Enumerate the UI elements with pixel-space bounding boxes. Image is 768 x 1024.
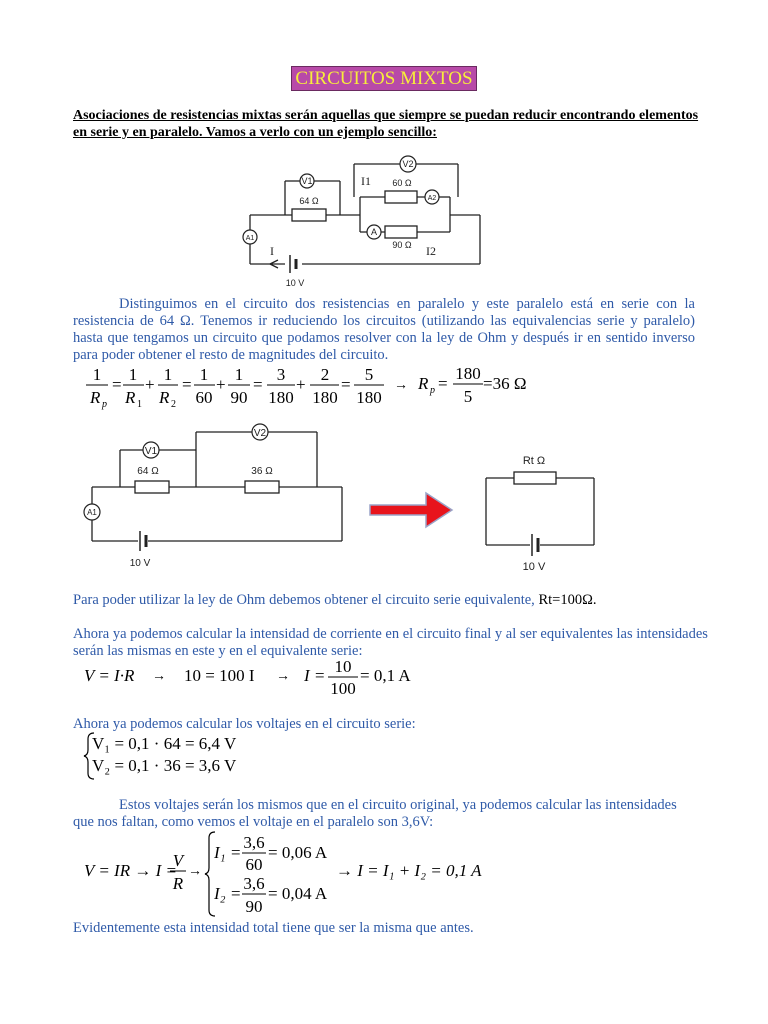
svg-text:1: 1 — [199, 365, 209, 384]
v2-label: V2 — [402, 159, 414, 169]
svg-text:1: 1 — [137, 399, 142, 410]
intro-paragraph: Asociaciones de resistencias mixtas serán aquellas que siempre se puedan reducir encontrando elementos en serie y en paralelo. Vamos a verlo con un ejemplo sencillo: — [73, 108, 699, 140]
equation-parallel-resistance — [80, 362, 550, 410]
paragraph-parallel-currents — [73, 797, 695, 831]
svg-text:2: 2 — [320, 365, 330, 384]
equation-ohm-current — [80, 656, 440, 698]
page-title — [0, 68, 768, 90]
i-label: I — [270, 244, 274, 258]
svg-text:R: R — [172, 874, 184, 893]
circuit-diagram-series — [80, 420, 350, 570]
svg-text:180: 180 — [268, 388, 294, 407]
rt-value: Rt=100Ω. — [538, 592, 597, 608]
r36-label: 36 Ω — [251, 466, 273, 477]
svg-text:60: 60 — [245, 855, 263, 874]
voltage-v1-line: V₁ = 0,1 · 64 = 6,4 V — [92, 734, 237, 753]
battery-label-3: 10 V — [522, 561, 546, 573]
svg-text:=: = — [253, 375, 263, 394]
svg-text:I₁ =: I₁ = — [214, 843, 242, 862]
circuit-diagram-equivalent — [478, 448, 608, 578]
svg-text:V = IR → I =: V = IR → I = — [84, 861, 177, 880]
svg-text:R: R — [90, 388, 101, 407]
i1-label: I1 — [361, 174, 371, 188]
svg-text:=: = — [438, 374, 448, 393]
svg-text:1: 1 — [163, 365, 173, 384]
r90-label: 90 Ω — [392, 240, 412, 250]
svg-text:=36 Ω: =36 Ω — [483, 374, 527, 393]
svg-text:2: 2 — [171, 399, 176, 410]
paragraph-parallel-currents-text: Estos voltajes serán los mismos que en el circuito original, ya podemos calcular las intensidades que nos faltan, como vemos el voltaje en el paralelo son 3,6V: — [73, 797, 677, 830]
paragraph-explanation — [73, 296, 695, 364]
title-text: CIRCUITOS MIXTOS — [291, 66, 476, 91]
svg-text:3,6: 3,6 — [243, 874, 265, 893]
svg-text:→: → — [152, 669, 166, 684]
svg-text:= 0,1 A: = 0,1 A — [360, 666, 411, 685]
voltage-v2-line: V₂ = 0,1 · 36 = 3,6 V — [92, 756, 237, 775]
circuit-diagram-mixed — [240, 152, 490, 292]
svg-text:5: 5 — [463, 387, 473, 406]
svg-text:V = I·R: V = I·R — [84, 666, 135, 685]
svg-text:=: = — [182, 375, 192, 394]
r64-label-2: 64 Ω — [137, 466, 159, 477]
svg-text:90: 90 — [230, 388, 248, 407]
paragraph-equivalent — [73, 592, 713, 609]
svg-text:100: 100 — [330, 679, 356, 698]
a1-label-2: A1 — [87, 508, 97, 517]
v1-label: V1 — [301, 176, 313, 186]
svg-text:R: R — [159, 388, 170, 407]
svg-text:→: → — [188, 864, 202, 879]
svg-text:10: 10 — [334, 657, 352, 676]
svg-text:180: 180 — [312, 388, 338, 407]
svg-text:V: V — [172, 851, 184, 870]
svg-text:p: p — [430, 385, 435, 396]
v1-label-2: V1 — [144, 446, 158, 457]
svg-text:→ I = I₁ + I₂ = 0,1 A: → I = I₁ + I₂ = 0,1 A — [336, 861, 482, 880]
transform-arrow-icon — [368, 490, 456, 530]
svg-text:= 0,04 A: = 0,04 A — [268, 884, 328, 903]
a1-label: A1 — [245, 235, 255, 242]
svg-text:10 = 100 I: 10 = 100 I — [184, 666, 255, 685]
svg-text:+: + — [145, 375, 155, 394]
battery-label-2: 10 V — [129, 558, 151, 569]
svg-text:→: → — [394, 378, 408, 393]
svg-text:= 0,06 A: = 0,06 A — [268, 843, 328, 862]
svg-text:→: → — [276, 669, 290, 684]
svg-text:3,6: 3,6 — [243, 833, 265, 852]
paragraph-current: Ahora ya podemos calcular la intensidad de corriente en el circuito final y al ser equivalentes las intensidades serán las mismas en este y en el equivalente serie: — [73, 626, 708, 659]
battery-label: 10 V — [285, 278, 305, 288]
svg-text:1: 1 — [128, 365, 138, 384]
svg-text:3: 3 — [276, 365, 286, 384]
svg-text:R: R — [125, 388, 136, 407]
v2-label-2: V2 — [253, 428, 267, 439]
svg-text:+: + — [296, 375, 306, 394]
a2-label: A2 — [427, 195, 437, 202]
svg-text:90: 90 — [245, 897, 263, 916]
svg-text:180: 180 — [455, 364, 481, 383]
rt-label: Rt Ω — [522, 455, 546, 467]
svg-text:=: = — [341, 375, 351, 394]
equation-voltages — [80, 731, 340, 781]
paragraph-voltages: Ahora ya podemos calcular los voltajes en el circuito serie: — [73, 716, 416, 732]
svg-text:=: = — [112, 375, 122, 394]
svg-text:p: p — [102, 399, 107, 410]
svg-text:I₂ =: I₂ = — [214, 884, 242, 903]
paragraph-explanation-text: Distinguimos en el circuito dos resistencias en paralelo y este paralelo está en serie con la resistencia de 64 Ω. Tenemos ir reduciendo los circuitos (utilizando las equivalencias serie y paralelo) hasta que tengamos un circuito que podamos resolver con la ley de Ohm y después ir en sentido inverso para poder obtener el resto de magnitudes del circuito. — [73, 296, 695, 363]
paragraph-equivalent-text: Para poder utilizar la ley de Ohm debemos obtener el circuito serie equivalente, — [73, 592, 539, 608]
i2-label: I2 — [426, 244, 436, 258]
r64-label: 64 Ω — [299, 196, 319, 206]
svg-text:1: 1 — [234, 365, 244, 384]
svg-text:I =: I = — [304, 666, 326, 685]
equation-branch-currents — [80, 830, 500, 920]
svg-text:60: 60 — [195, 388, 213, 407]
svg-text:R: R — [418, 374, 429, 393]
svg-text:180: 180 — [356, 388, 382, 407]
svg-text:5: 5 — [364, 365, 374, 384]
r60-label: 60 Ω — [392, 178, 412, 188]
a-label: A — [370, 227, 378, 237]
svg-text:1: 1 — [92, 365, 102, 384]
paragraph-conclusion: Evidentemente esta intensidad total tiene que ser la misma que antes. — [73, 920, 474, 936]
svg-text:+: + — [216, 375, 226, 394]
